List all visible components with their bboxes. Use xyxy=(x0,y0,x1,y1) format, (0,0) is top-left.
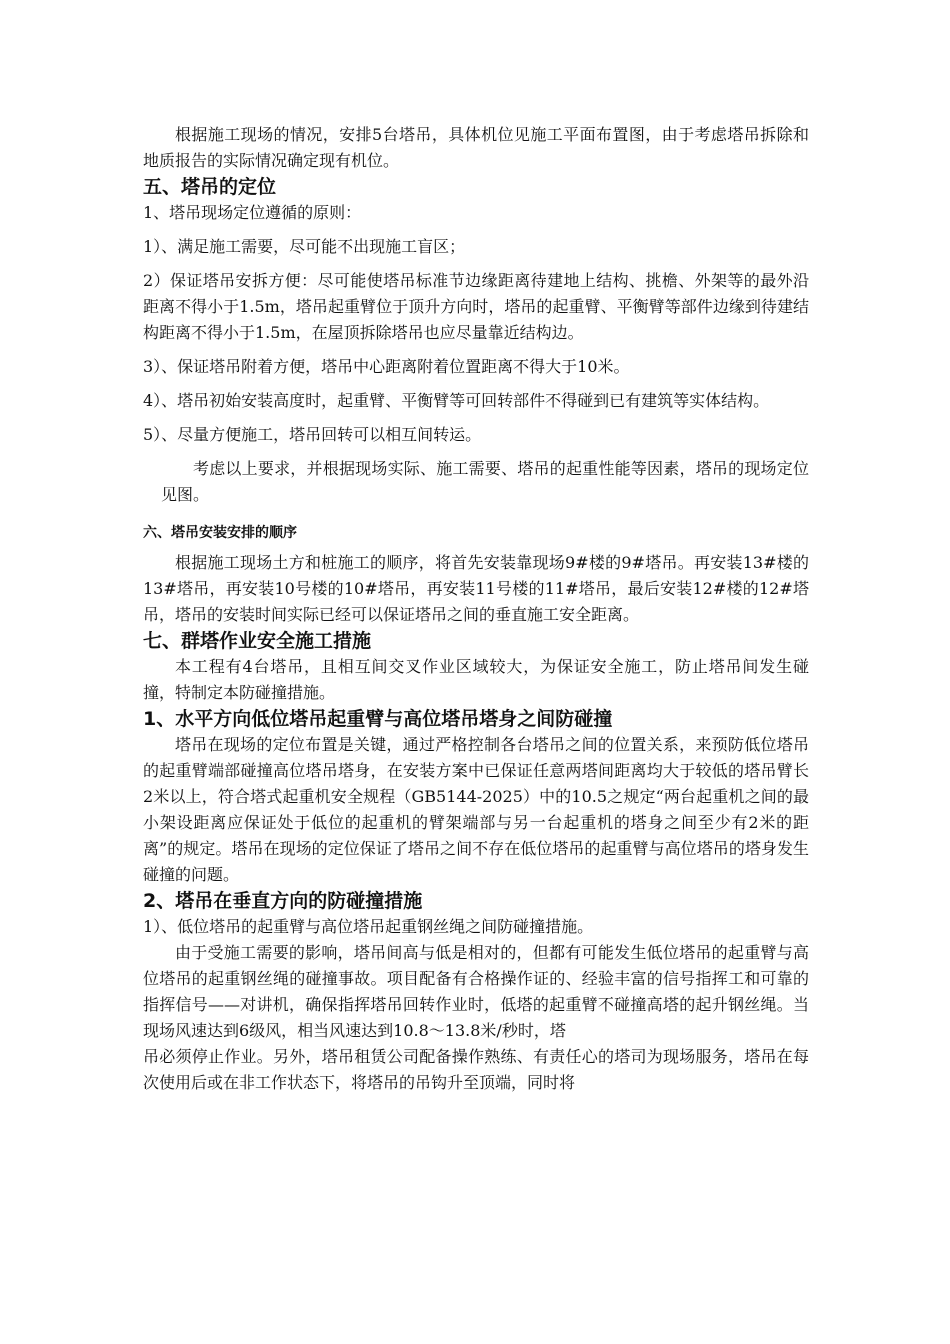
paragraph-5-7: 考虑以上要求，并根据现场实际、施工需要、塔吊的起重性能等因素，塔吊的现场定位见图。 xyxy=(161,459,809,504)
paragraph-7-1: 本工程有4台塔吊，且相互间交叉作业区域较大，为保证安全施工，防止塔吊间发生碰撞，特制定本防碰撞措施。 xyxy=(143,657,809,702)
heading-section-7: 七、群塔作业安全施工措施 xyxy=(143,630,372,652)
paragraph-6-1: 根据施工现场土方和桩施工的顺序，将首先安装靠现场9#楼的9#塔吊。再安装13#楼的13#塔吊，再安装10号楼的10#塔吊，再安装11号楼的11#塔吊，最后安装12#楼的12#塔吊，塔吊的安装时间实际已经可以保证塔吊之间的垂直施工安全距离。 xyxy=(143,553,809,624)
paragraph-7-5: 吊必须停止作业。另外，塔吊租赁公司配备操作熟练、有责任心的塔司为现场服务，塔吊在每次使用后或在非工作状态下，将塔吊的吊钩升至顶端，同时将 xyxy=(143,1047,809,1092)
heading-7-2: 2、塔吊在垂直方向的防碰撞措施 xyxy=(143,890,423,912)
paragraph-5-5: 4）、塔吊初始安装高度时，起重臂、平衡臂等可回转部件不得碰到已有建筑等实体结构。 xyxy=(143,391,770,410)
paragraph-7-2: 塔吊在现场的定位布置是关键，通过严格控制各台塔吊之间的位置关系，来预防低位塔吊的起重臂端部碰撞高位塔吊塔身，在安装方案中已保证任意两塔间距离均大于较低的塔吊臂长2米以上，符合塔式起重机安全规程（GB5144-2025）中的10.5之规定“两台起重机之间的最小架设距离应保证处于低位的起重机的臂架端部与另一台起重机的塔身之间至少有2米的距离”的规定。塔吊在现场的定位保证了塔吊之间不存在低位塔吊的起重臂与高位塔吊的塔身发生碰撞的问题。 xyxy=(143,735,809,884)
paragraph-7-4: 由于受施工需要的影响，塔吊间高与低是相对的，但都有可能发生低位塔吊的起重臂与高位塔吊的起重钢丝绳的碰撞事故。项目配备有合格操作证的、经验丰富的信号指挥工和可靠的指挥信号——对讲机，确保指挥塔吊回转作业时，低塔的起重臂不碰撞高塔的起升钢丝绳。当现场风速达到6级风，相当风速达到10.8～13.8米/秒时，塔 xyxy=(143,943,809,1040)
paragraph-5-6: 5）、尽量方便施工，塔吊回转可以相互间转运。 xyxy=(143,425,482,444)
paragraph-5-3: 2）保证塔吊安拆方便：尽可能使塔吊标准节边缘距离待建地上结构、挑檐、外架等的最外沿距离不得小于1.5m，塔吊起重臂位于顶升方向时，塔吊的起重臂、平衡臂等部件边缘到待建结构距离不得小于1.5m，在屋顶拆除塔吊也应尽量靠近结构边。 xyxy=(143,271,809,342)
paragraph-5-4: 3）、保证塔吊附着方便，塔吊中心距离附着位置距离不得大于10米。 xyxy=(143,357,630,376)
document-body xyxy=(143,122,809,1096)
heading-7-1: 1、水平方向低位塔吊起重臂与高位塔吊塔身之间防碰撞 xyxy=(143,708,613,730)
heading-section-6: 六、塔吊安装安排的顺序 xyxy=(143,525,297,541)
heading-section-5: 五、塔吊的定位 xyxy=(143,176,277,198)
paragraph-7-3: 1）、低位塔吊的起重臂与高位塔吊起重钢丝绳之间防碰撞措施。 xyxy=(143,917,594,936)
paragraph-5-1: 1、塔吊现场定位遵循的原则： xyxy=(143,203,362,222)
paragraph-intro: 根据施工现场的情况，安排5台塔吊，具体机位见施工平面布置图，由于考虑塔吊拆除和地质报告的实际情况确定现有机位。 xyxy=(143,125,809,170)
paragraph-5-2: 1）、满足施工需要，尽可能不出现施工盲区； xyxy=(143,237,466,256)
